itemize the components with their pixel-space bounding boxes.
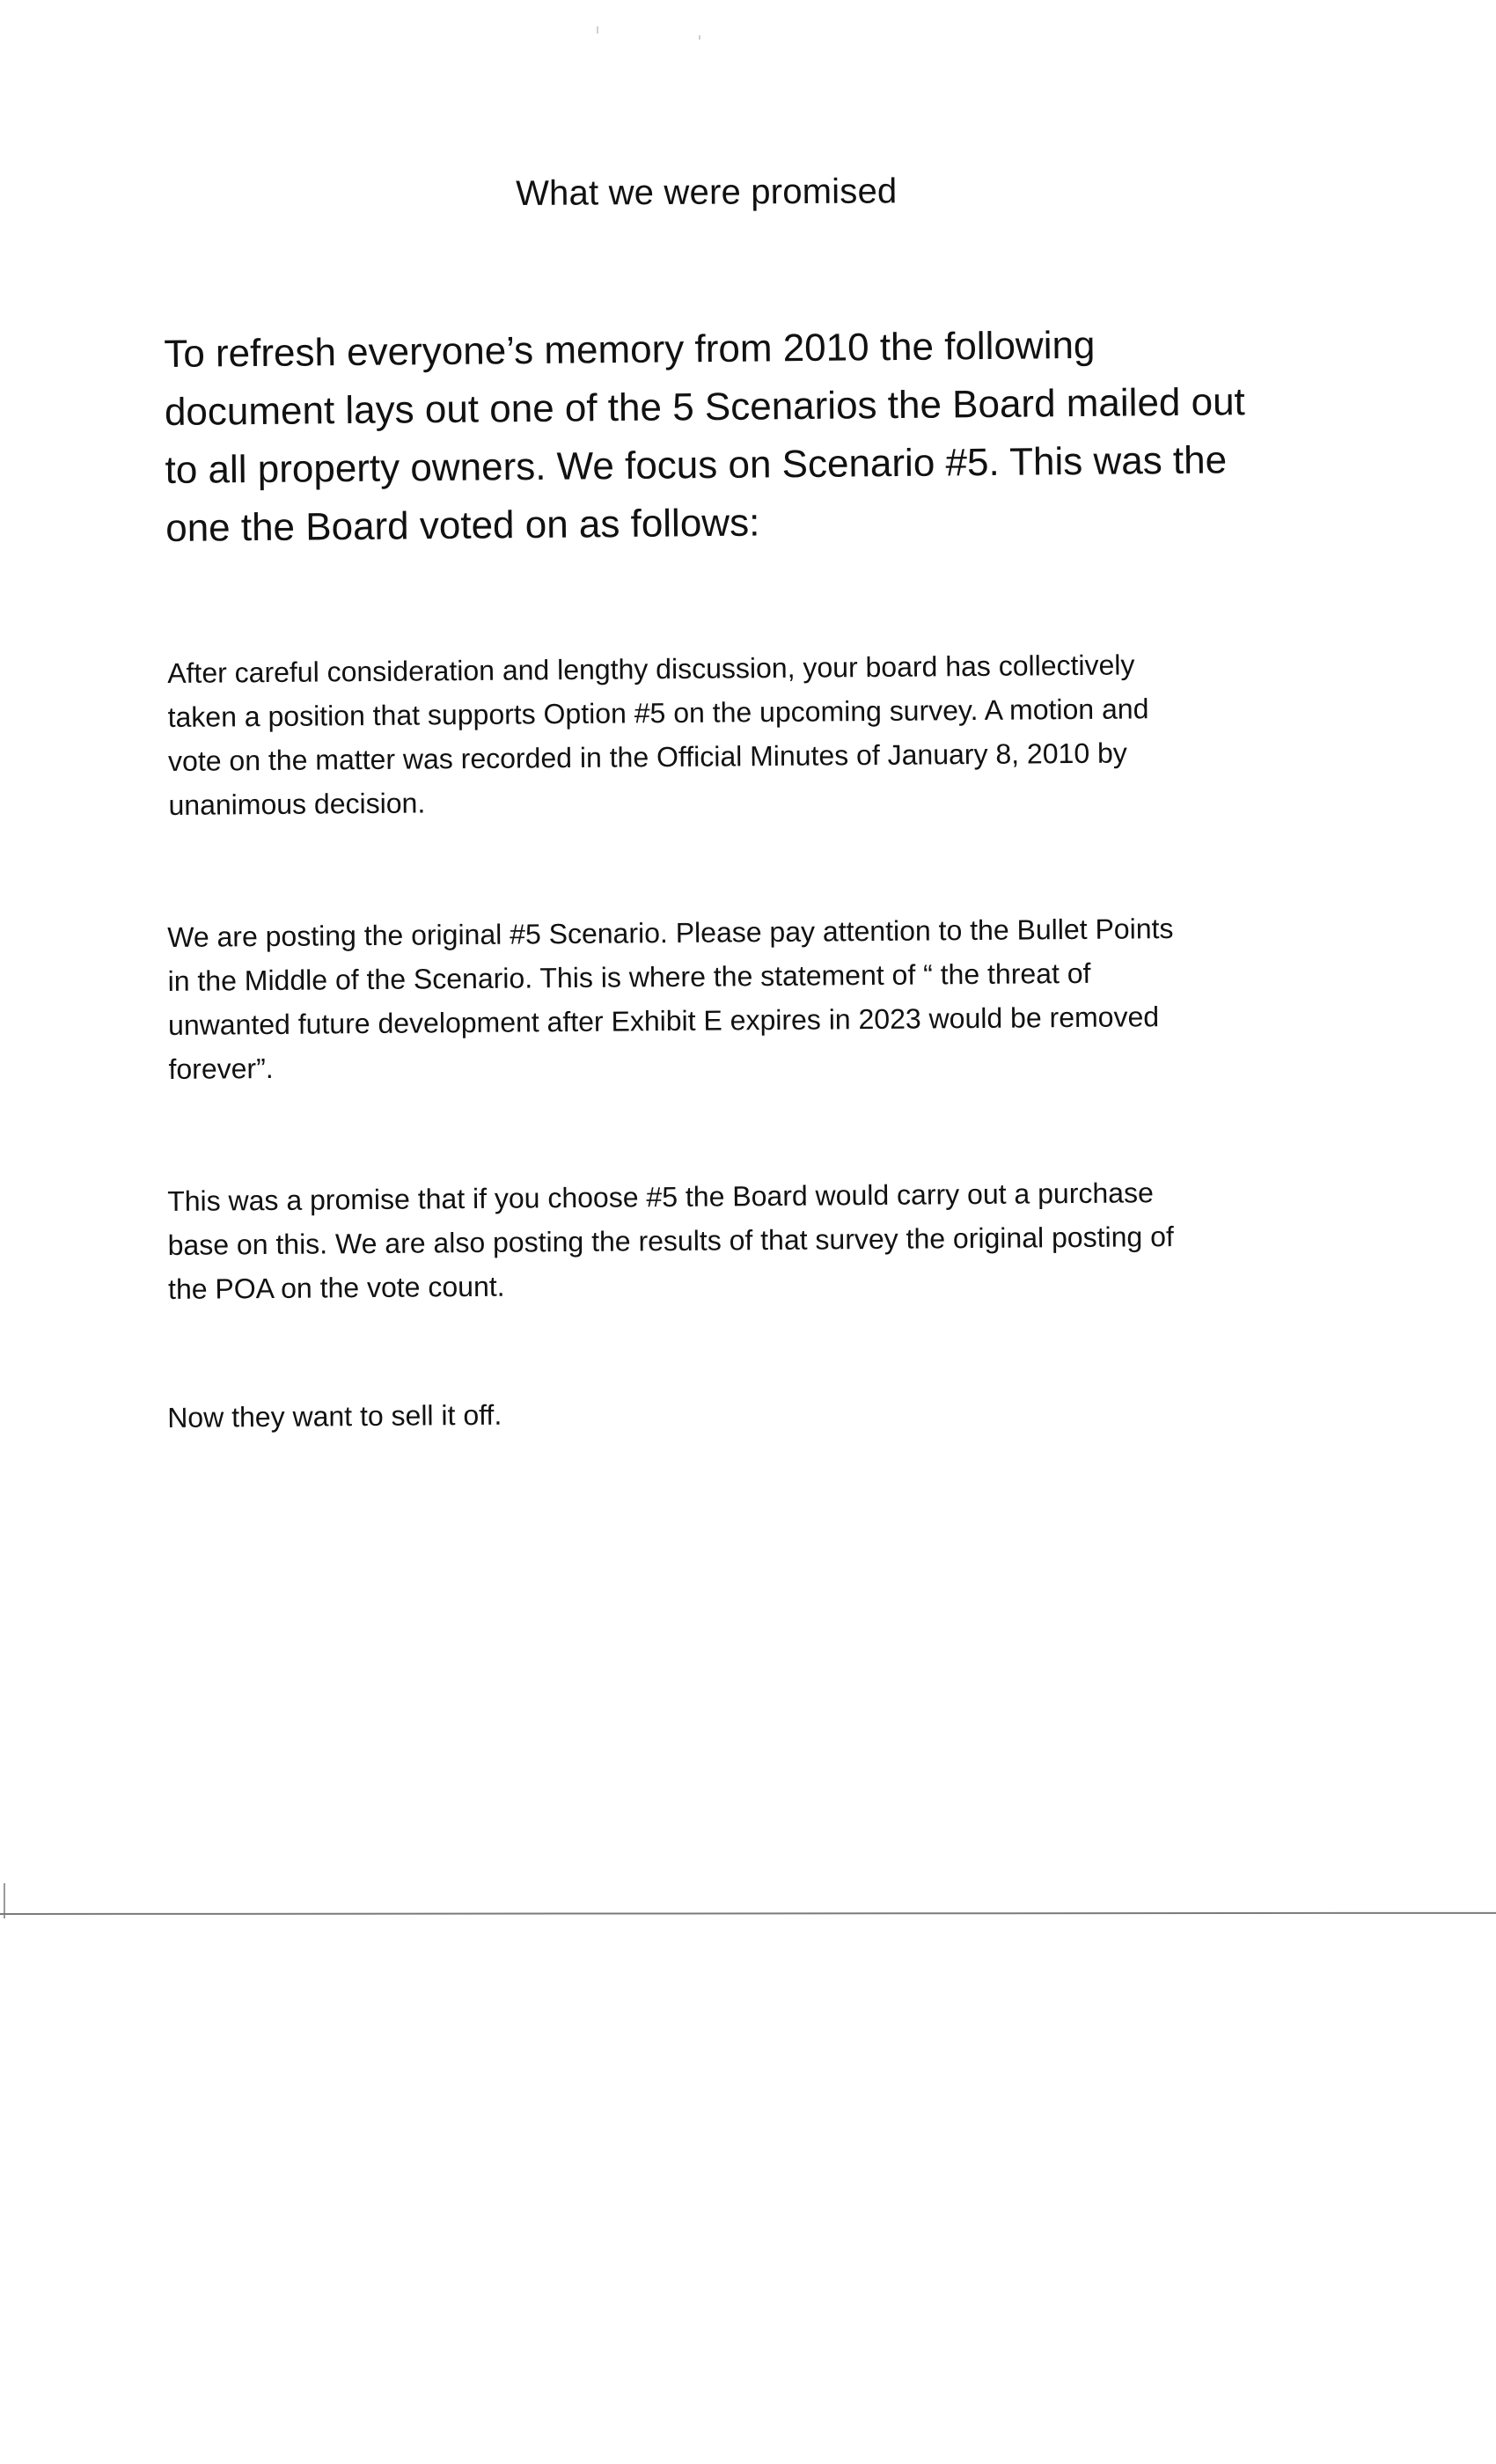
paragraph-line: Now they want to sell it off. [167, 1398, 502, 1434]
scan-speck [597, 26, 598, 33]
intro-line: document lays out one of the 5 Scenarios the Board mailed out [164, 380, 1245, 434]
paragraph-line: unanimous decision. [168, 787, 426, 821]
paragraph-line: vote on the matter was recorded in the Official Minutes of January 8, 2010 by [167, 737, 1127, 777]
paragraph-line: base on this. We are also posting the results of that survey the original posting of [167, 1221, 1174, 1261]
paragraph-line: the POA on the vote count. [167, 1270, 505, 1305]
scan-speck [699, 35, 700, 40]
paragraph-line: This was a promise that if you choose #5 the Board would carry out a purchase [167, 1177, 1154, 1217]
paragraph-line: forever”. [168, 1052, 274, 1085]
paragraph-line: After careful consideration and lengthy discussion, your board has collectively [167, 649, 1135, 689]
closing-paragraph [167, 1386, 1311, 1440]
intro-line: to all property owners. We focus on Scenario #5. This was the [165, 438, 1228, 492]
board-position-paragraph [167, 642, 1313, 827]
paragraph-line: unwanted future development after Exhibit E expires in 2023 would be removed [167, 1001, 1160, 1041]
intro-line: To refresh everyone’s memory from 2010 the following [164, 323, 1096, 376]
document-title: What we were promised [516, 172, 898, 213]
paragraph-line: We are posting the original #5 Scenario. Please pay attention to the Bullet Points [167, 913, 1174, 953]
paragraph-line: taken a position that supports Option #5 on the upcoming survey. A motion and [167, 693, 1149, 733]
scenario-paragraph [167, 906, 1313, 1091]
promise-paragraph [167, 1170, 1312, 1311]
paragraph-line: in the Middle of the Scenario. This is where the statement of “ the threat of [167, 957, 1091, 997]
intro-line: one the Board voted on as follows: [165, 501, 760, 550]
scan-page-edge-line [0, 1912, 1496, 1915]
intro-paragraph [164, 315, 1309, 558]
